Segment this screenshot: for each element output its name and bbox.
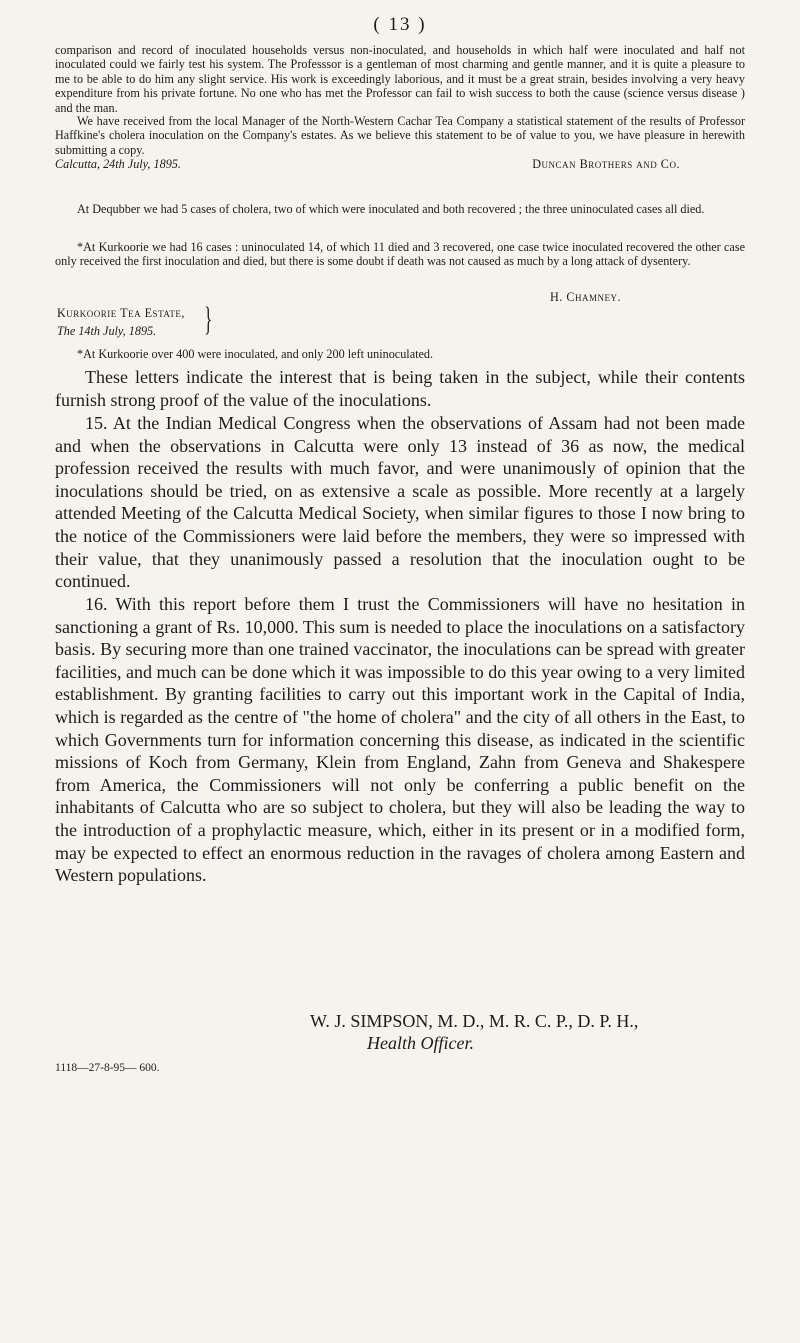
intro-paragraph: comparison and record of inoculated households versus non-inoculated, and households in which half were inoculated and half not inoculated could we fairly test his system. The Professsor is a gentleman of most charming and gentle manner, and it is quite a pleasure to me to be able to do him any slight service. His work is exceedingly laborious, and it must be a great strain, besides involving a very heavy expenditure from his private fortune. No one who has met the Professor can fail to wish success to both the cause (science versus disease ) and the man. [55, 43, 745, 115]
printer-mark: 1118—27-8-95— 600. [55, 1062, 160, 1074]
letter-footer [55, 157, 745, 172]
report-kurkoorie: *At Kurkoorie we had 16 cases : uninoculated 14, of which 11 died and 3 recovered, one case twice inoculated recovered the other case only received the first inoculation and died, but there is some doubt if death was not caused as much by a long attack of dysentery. [55, 240, 745, 269]
report-dequbber: At Dequbber we had 5 cases of cholera, two of which were inoculated and both recovered ; the three uninoculated cases all died. [77, 202, 705, 216]
letter-body: We have received from the local Manager of the North-Western Cachar Tea Company a statistical statement of the results of Professor Haffkine's cholera inoculation on the Company's estates. As we believe this statement to be of value to you, we have pleasure in herewith submitting a copy. [55, 114, 745, 157]
page-number: ( 13 ) [373, 14, 427, 35]
report-footnote: *At Kurkoorie over 400 were inoculated, and only 200 left uninoculated. [77, 347, 434, 361]
closing-title: Health Officer. [367, 1033, 474, 1053]
closing-signature: W. J. SIMPSON, M. D., M. R. C. P., D. P. H., [310, 1011, 639, 1031]
paragraph-15: 15. At the Indian Medical Congress when the observations of Assam had not been made and when the observations in Calcutta were only 13 instead of 36 as now, the medical profession received the results with much favor, and were unanimously of opinion that the inoculations should be tried, on as extensive a scale as possible. More recently at a largely attended Meeting of the Calcutta Medical Society, when similar figures to those I now bring to the notice of the Commissioners were laid before the members, they were so impressed with their value, that they unanimously passed a resolution that the inoculation ought to be continued. [55, 413, 745, 592]
brace-icon: } [204, 301, 213, 338]
report-date: The 14th July, 1895. [57, 324, 157, 338]
letter-signature: Duncan Brothers and Co. [532, 157, 680, 171]
paragraph-intro: These letters indicate the interest that is being taken in the subject, while their contents furnish strong proof of the value of the inoculations. [55, 367, 745, 410]
letter-place-date: Calcutta, 24th July, 1895. [55, 157, 181, 171]
report-estate: Kurkoorie Tea Estate, [57, 306, 185, 320]
report-signer: H. Chamney. [550, 290, 622, 304]
paragraph-16: 16. With this report before them I trust the Commissioners will have no hesitation in sanctioning a grant of Rs. 10,000. This sum is needed to place the inoculations on a satisfactory basis. By securing more than one trained vaccinator, the inoculations can be spread with greater facilities, and much can be done which it was impossible to do this year owing to a very limited establishment. By granting facilities to carry out this important work in the Capital of India, which is regarded as the centre of "the home of cholera" and the city of all others in the East, to which Governments turn for information concerning this disease, as indicated in the scientific missions of Koch from Germany, Klein from England, Zahn from Geneva and Shakespere from America, the Commissioners will not only be conferring a public benefit on the inhabitants of Calcutta who are so subject to cholera, but they will also be leading the way to the introduction of a prophylactic measure, which, either in its present or in a modified form, may be expected to effect an enormous reduction in the ravages of cholera among Eastern and Western populations. [55, 594, 745, 886]
